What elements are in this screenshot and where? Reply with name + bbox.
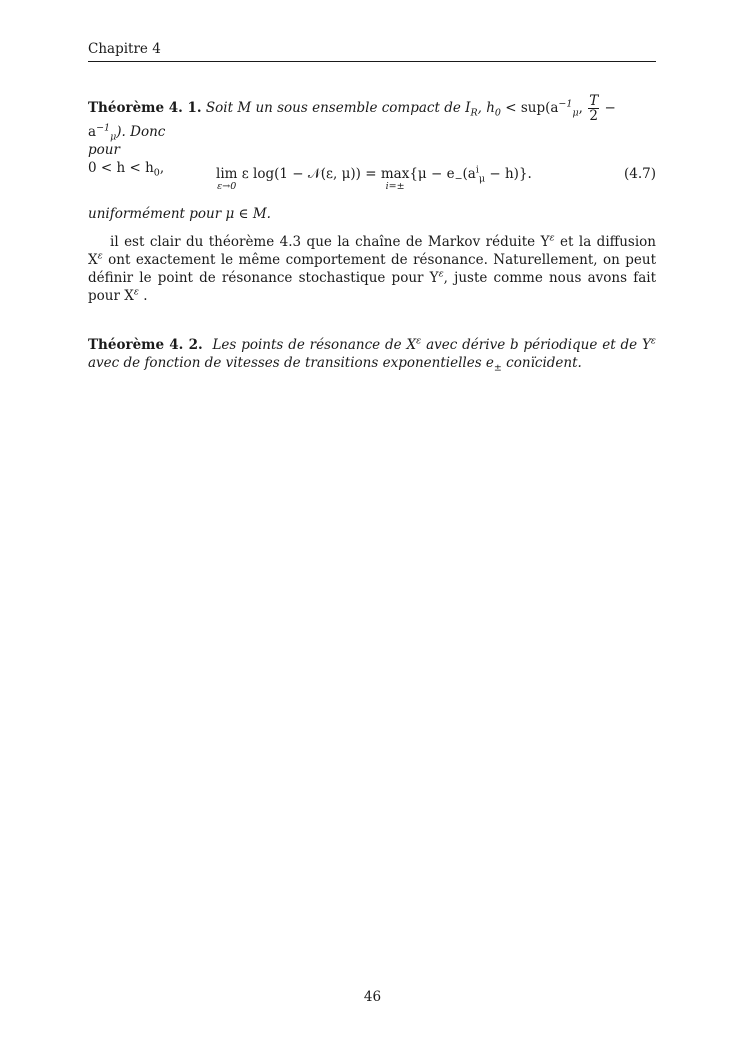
inequality: 0 < h < h	[88, 160, 154, 176]
theorem-4-2-text-b: avec dérive b périodique et de Y	[421, 337, 651, 353]
fraction-denominator: 2	[589, 108, 599, 124]
theorem-4-2-text-d: conïcident.	[501, 355, 582, 371]
lim-text: lim	[216, 166, 238, 182]
theorem-4-1-label: Théorème 4. 1.	[88, 100, 202, 116]
comma: ,	[578, 100, 583, 116]
max-operator	[380, 166, 410, 192]
subscript-mu-2: μ	[110, 131, 117, 143]
theorem-4-1	[88, 94, 656, 177]
theorem-4-1-text-f: ). Donc	[116, 124, 166, 140]
sup-epsilon-3: ε	[438, 268, 444, 280]
para-text-a: il est clair du théorème 4.3 que la chaîne de Markov réduite Y	[110, 234, 550, 250]
equation-lhs: ε log(1 − 𝒩(ε, μ)) =	[237, 166, 381, 182]
subscript-0-b: 0	[153, 167, 160, 179]
theorem-4-2-text-a: Les points de résonance de X	[212, 337, 417, 353]
minus-a: − a	[88, 100, 616, 140]
para-text-c: ont exactement le même comportement de résonance. Naturellement, on peut définir le point de résonance stochastique pour Y	[88, 252, 656, 286]
max-subscript: i=±	[385, 181, 405, 192]
comma-b: ,	[159, 160, 165, 176]
equation-body	[216, 164, 532, 192]
header-rule	[88, 61, 656, 62]
equation-rhs-a: {μ − e	[409, 166, 455, 182]
theorem-4-1-sup-expr: < sup(a	[500, 100, 559, 116]
theorem-4-2-label: Théorème 4. 2.	[88, 337, 203, 353]
equation-rhs-b: (a	[462, 166, 476, 182]
uniform-statement: uniformément pour μ ∈ M.	[88, 206, 271, 222]
max-text: max	[380, 166, 410, 182]
theorem-4-2	[88, 336, 656, 372]
sup-epsilon-t2-2: ε	[650, 335, 656, 347]
paragraph-markov	[88, 233, 656, 305]
theorem-4-1-text-b: , h	[477, 100, 495, 116]
theorem-4-1-text: Soit M un sous ensemble compact de I	[205, 100, 471, 116]
fraction-t-over-2	[588, 94, 599, 123]
fraction-numerator: T	[589, 93, 599, 109]
sup-epsilon-4: ε	[133, 286, 139, 298]
superscript-i: i	[475, 164, 479, 176]
equation-number: (4.7)	[623, 166, 656, 182]
sup-epsilon-1: ε	[549, 232, 555, 244]
para-text-e: .	[138, 288, 148, 304]
superscript-minus-one: −1	[558, 98, 573, 110]
subscript-plus-minus: ±	[493, 362, 502, 374]
page-number: 46	[363, 989, 382, 1005]
para-text-b: et la diffusion X	[88, 234, 656, 268]
equation-4-7	[88, 166, 656, 192]
theorem-4-1-line2: pour	[88, 142, 120, 158]
lim-subscript: ε→0	[217, 181, 237, 192]
limit-operator	[216, 166, 238, 192]
subscript-mu-eq: μ	[478, 173, 486, 185]
para-text-d: , juste comme nous avons fait pour X	[88, 270, 656, 304]
superscript-minus-one-2: −1	[96, 122, 111, 134]
subscript-mu: μ	[572, 107, 579, 119]
theorem-4-1-line1	[88, 94, 656, 141]
theorem-4-2-text-c: avec de fonction de vitesses de transitions exponentielles e	[88, 355, 494, 371]
subscript-r: R	[470, 107, 478, 119]
equation-rhs-c: − h)}.	[485, 166, 532, 182]
subscript-minus: −	[454, 173, 463, 185]
sup-epsilon-2: ε	[97, 250, 103, 262]
sup-epsilon-t2-1: ε	[416, 335, 422, 347]
subscript-0: 0	[494, 107, 501, 119]
running-head: Chapitre 4	[88, 41, 161, 57]
